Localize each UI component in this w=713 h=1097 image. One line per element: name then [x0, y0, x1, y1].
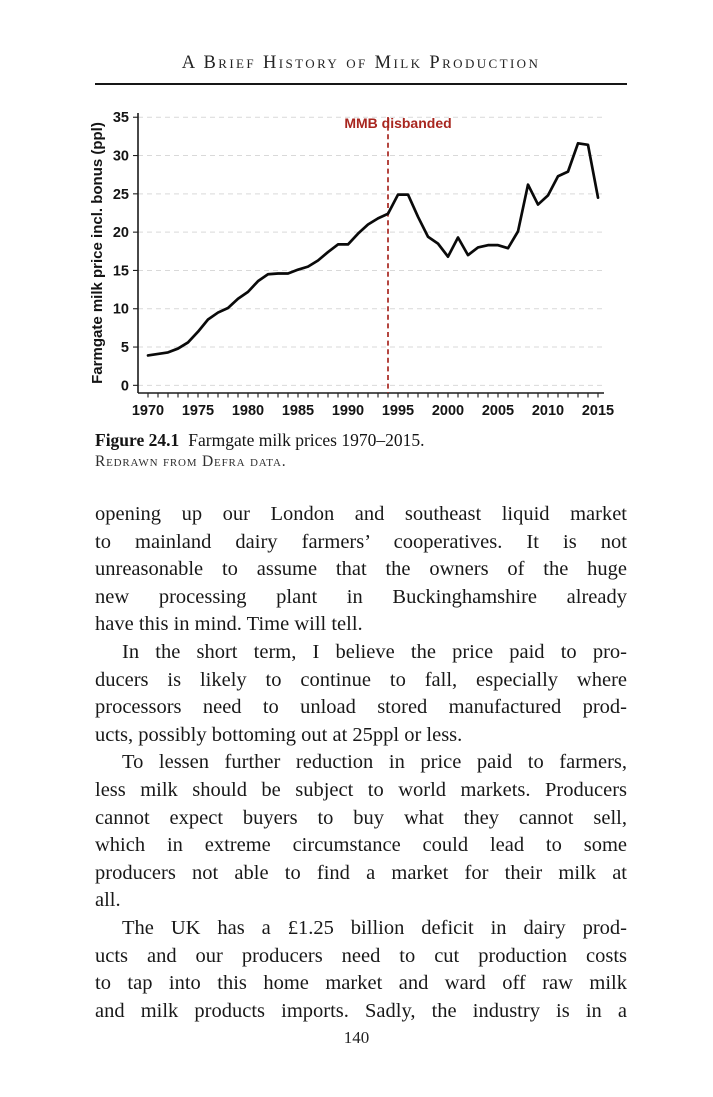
text-line: In the short term, I believe the price paid to pro- [122, 640, 627, 663]
svg-text:10: 10 [112, 301, 129, 318]
figure-caption-line [95, 430, 625, 451]
text-line: have this in mind. Time will tell. [95, 613, 363, 636]
body-text [95, 501, 627, 1025]
figure-24-1 [88, 103, 625, 471]
svg-text:25: 25 [112, 186, 129, 203]
svg-text:5: 5 [120, 340, 129, 357]
svg-text:1985: 1985 [281, 403, 315, 419]
svg-text:0: 0 [120, 378, 129, 395]
text-line: which in extreme circumstance could lead to some [95, 834, 627, 857]
svg-text:2015: 2015 [581, 403, 615, 419]
figure-caption-source: Redrawn from Defra data. [95, 453, 287, 470]
svg-text:MMB disbanded: MMB disbanded [344, 115, 452, 131]
text-line: ducers is likely to continue to fall, especially where [95, 668, 627, 691]
header-rule [95, 83, 627, 85]
paragraph [95, 915, 627, 1025]
price-chart-svg [88, 103, 625, 427]
text-line: ucts, possibly bottoming out at 25ppl or less. [95, 723, 463, 746]
svg-text:15: 15 [112, 263, 129, 280]
svg-text:1970: 1970 [131, 403, 165, 419]
paragraph [95, 501, 627, 639]
paragraph [95, 749, 627, 915]
text-line: processors need to unload stored manufactured prod- [95, 696, 627, 719]
text-line: cannot expect buyers to buy what they cannot sell, [95, 806, 627, 829]
figure-caption-text: Farmgate milk prices 1970–2015. [188, 430, 425, 450]
svg-text:2000: 2000 [431, 403, 465, 419]
svg-text:Farmgate milk price incl. bonu: Farmgate milk price incl. bonus (ppl) [89, 122, 106, 384]
text-line: The UK has a £1.25 billion deficit in dairy prod- [122, 916, 627, 939]
paragraph [95, 639, 627, 749]
text-line: To lessen further reduction in price paid to farmers, [122, 751, 627, 774]
svg-text:1980: 1980 [231, 403, 265, 419]
text-line: to mainland dairy farmers’ cooperatives. It is not [95, 530, 627, 553]
svg-text:30: 30 [112, 148, 129, 165]
svg-text:1975: 1975 [181, 403, 215, 419]
text-line: less milk should be subject to world markets. Producers [95, 778, 627, 801]
text-line: to tap into this home market and ward off raw milk [95, 972, 627, 995]
svg-text:20: 20 [112, 225, 129, 242]
text-line: all. [95, 889, 121, 912]
text-line: producers not able to find a market for their milk at [95, 861, 627, 884]
svg-text:2010: 2010 [531, 403, 565, 419]
svg-text:1990: 1990 [331, 403, 365, 419]
svg-text:35: 35 [112, 110, 129, 127]
text-line: and milk products imports. Sadly, the industry is in a [95, 999, 627, 1022]
svg-text:2005: 2005 [481, 403, 515, 419]
running-header: A Brief History of Milk Production [181, 53, 541, 73]
text-line: ucts and our producers need to cut production costs [95, 944, 627, 967]
page-number: 140 [343, 1028, 370, 1047]
figure-caption-label: Figure 24.1 [95, 430, 180, 450]
text-line: unreasonable to assume that the owners of the huge [95, 558, 627, 581]
text-line: new processing plant in Buckinghamshire already [95, 585, 627, 608]
svg-text:1995: 1995 [381, 403, 415, 419]
figure-caption [95, 430, 625, 471]
text-line: opening up our London and southeast liquid market [95, 503, 627, 525]
